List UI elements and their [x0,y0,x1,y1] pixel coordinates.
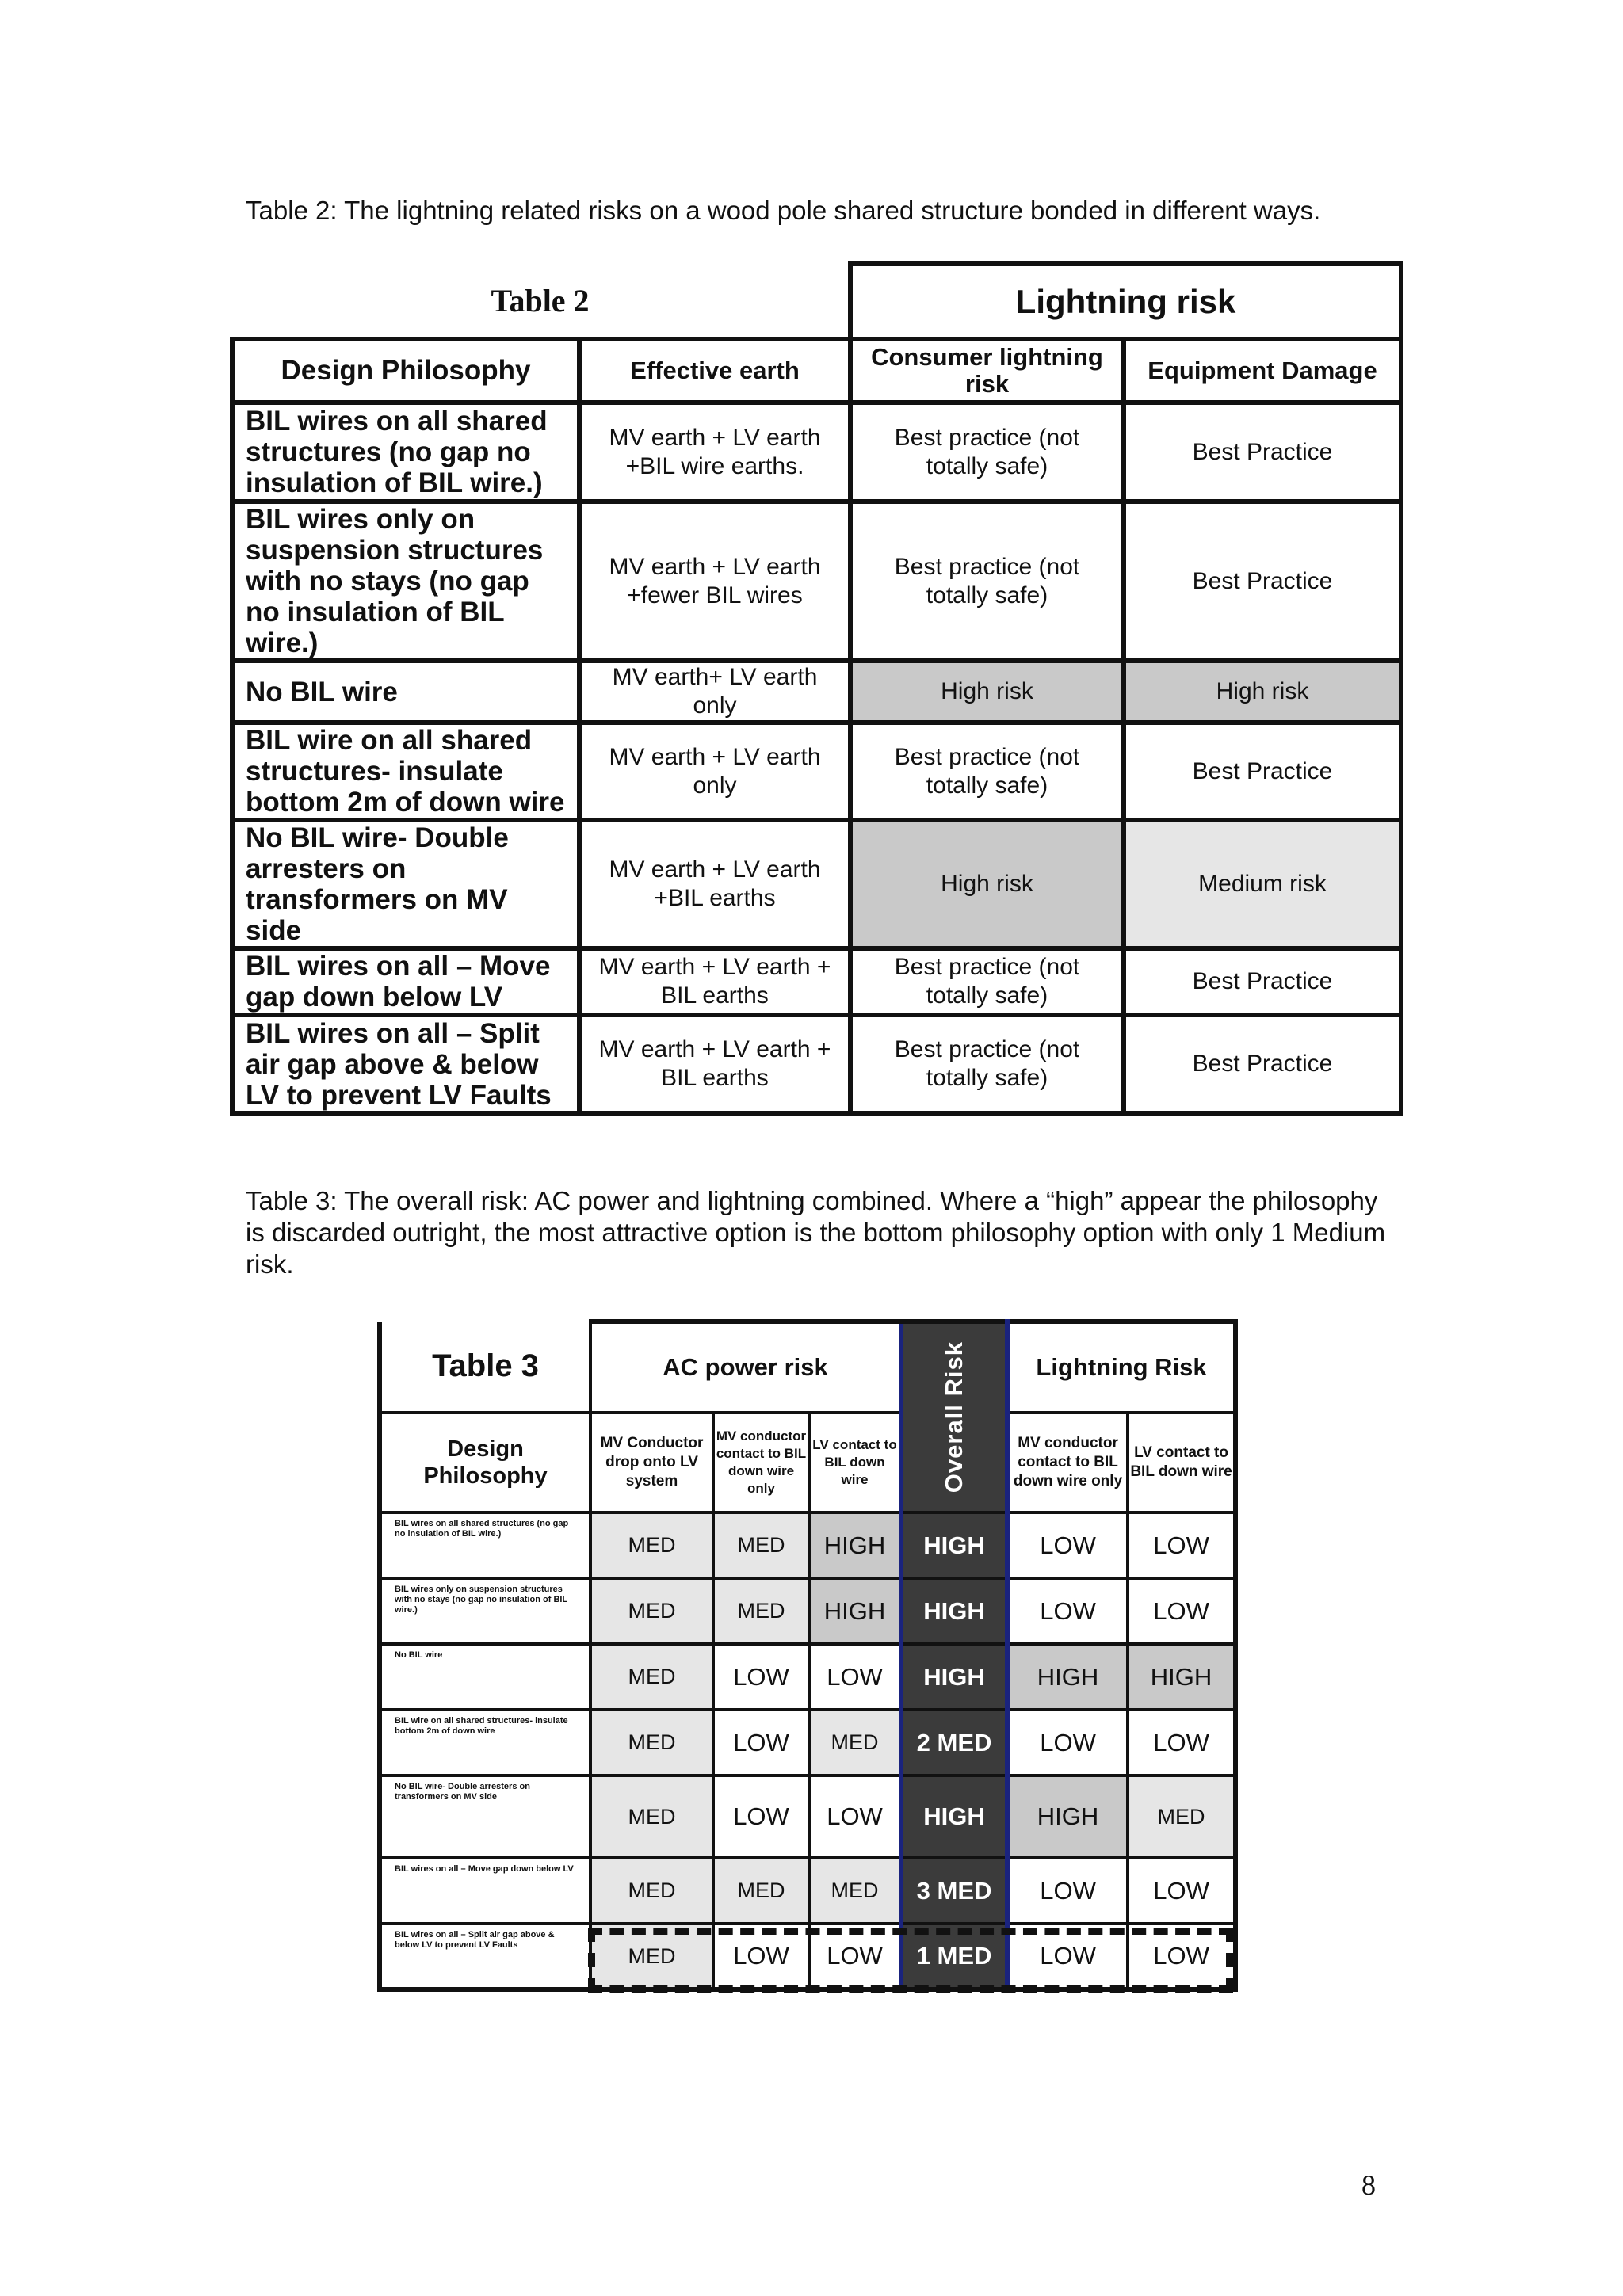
overall-risk-header: Overall Risk [901,1322,1007,1512]
design-philosophy-cell: No BIL wire [380,1644,590,1710]
lightning-lv-contact-cell: LOW [1128,1710,1235,1775]
lightning-mv-contact-cell: LOW [1007,1512,1128,1578]
lightning-lv-contact-cell: LOW [1128,1858,1235,1924]
lightning-lv-contact-cell: MED [1128,1775,1235,1858]
lightning-mv-contact-cell: HIGH [1007,1644,1128,1710]
table2 [230,261,1403,1116]
equipment-damage-header: Equipment Damage [1124,339,1401,402]
consumer-lightning-risk-header: Consumer lightning risk [850,339,1124,402]
ac-power-risk-header: AC power risk [590,1322,901,1413]
overall-risk-cell: 3 MED [901,1858,1007,1924]
table3-caption: Table 3: The overall risk: AC power and lightning combined. Where a “high” appear the philosophy is discarded outright, the most attractive option is the bottom philosophy option with only 1 Medium risk. [246,1186,1386,1279]
effective-earth-cell: MV earth + LV earth only [579,723,850,820]
table2-row [232,948,1401,1015]
lightning-mv-contact-cell: LOW [1007,1710,1128,1775]
design-philosophy-cell: No BIL wire- Double arresters on transformers on MV side [380,1775,590,1858]
equipment-damage-cell: Best Practice [1124,723,1401,820]
mv-conductor-contact-cell: LOW [713,1924,809,1989]
lightning-mv-contact-cell: LOW [1007,1858,1128,1924]
table3-row [380,1578,1235,1644]
design-philosophy-cell: BIL wires on all – Move gap down below LV [380,1858,590,1924]
table2-row [232,723,1401,820]
table2-row [232,1015,1401,1113]
consumer-risk-cell: Best practice (not totally safe) [850,723,1124,820]
design-philosophy-cell: BIL wire on all shared structures- insulate bottom 2m of down wire [232,723,579,820]
lv-contact-cell: LOW [809,1924,901,1989]
table3-title: Table 3 [380,1322,590,1413]
design-philosophy-header: Design Philosophy [232,339,579,402]
design-philosophy-cell: BIL wires on all – Move gap down below LV [232,948,579,1015]
table3-row [380,1644,1235,1710]
mv-conductor-contact-cell: LOW [713,1775,809,1858]
overall-risk-cell: 2 MED [901,1710,1007,1775]
lightning-lv-contact-cell: LOW [1128,1512,1235,1578]
mv-conductor-contact-cell: MED [713,1858,809,1924]
effective-earth-cell: MV earth + LV earth +fewer BIL wires [579,502,850,661]
lv-contact-header: LV contact to BIL down wire [809,1413,901,1512]
table2-caption: Table 2: The lightning related risks on a wood pole shared structure bonded in different ways. [246,196,1321,225]
lightning-risk-header: Lightning risk [850,264,1401,339]
design-philosophy-cell: BIL wires on all – Split air gap above & below LV to prevent LV Faults [232,1015,579,1113]
table2-row [232,402,1401,502]
mv-conductor-drop-cell: MED [590,1924,713,1989]
lightning-lv-contact-cell: LOW [1128,1578,1235,1644]
design-philosophy-cell: BIL wire on all shared structures- insulate bottom 2m of down wire [380,1710,590,1775]
design-philosophy-header: Design Philosophy [380,1413,590,1512]
overall-risk-cell: HIGH [901,1512,1007,1578]
consumer-risk-cell: Best practice (not totally safe) [850,948,1124,1015]
equipment-damage-cell: Best Practice [1124,1015,1401,1113]
lv-contact-cell: MED [809,1858,901,1924]
lightning-mv-contact-cell: LOW [1007,1578,1128,1644]
lv-contact-cell: LOW [809,1775,901,1858]
effective-earth-cell: MV earth + LV earth + BIL earths [579,1015,850,1113]
consumer-risk-cell: Best practice (not totally safe) [850,402,1124,502]
lightning-mv-conductor-contact-header: MV conductor contact to BIL down wire only [1007,1413,1128,1512]
overall-risk-cell: 1 MED [901,1924,1007,1989]
lv-contact-cell: MED [809,1710,901,1775]
design-philosophy-cell: BIL wires on all – Split air gap above & below LV to prevent LV Faults [380,1924,590,1989]
table2-row [232,502,1401,661]
mv-conductor-drop-cell: MED [590,1578,713,1644]
effective-earth-cell: MV earth+ LV earth only [579,661,850,723]
design-philosophy-cell: No BIL wire- Double arresters on transformers on MV side [232,820,579,948]
mv-conductor-drop-header: MV Conductor drop onto LV system [590,1413,713,1512]
table3-row [380,1775,1235,1858]
overall-risk-cell: HIGH [901,1775,1007,1858]
page-number: 8 [1361,2169,1376,2201]
lightning-mv-contact-cell: LOW [1007,1924,1128,1989]
table2-row [232,661,1401,723]
mv-conductor-contact-header: MV conductor contact to BIL down wire only [713,1413,809,1512]
effective-earth-cell: MV earth + LV earth +BIL wire earths. [579,402,850,502]
mv-conductor-contact-cell: LOW [713,1644,809,1710]
mv-conductor-drop-cell: MED [590,1644,713,1710]
table2-row [232,820,1401,948]
lightning-lv-contact-cell: LOW [1128,1924,1235,1989]
overall-risk-cell: HIGH [901,1578,1007,1644]
table3-row [380,1924,1235,1989]
lv-contact-cell: HIGH [809,1512,901,1578]
equipment-damage-cell: High risk [1124,661,1401,723]
design-philosophy-cell: BIL wires only on suspension structures with no stays (no gap no insulation of BIL wire.) [232,502,579,661]
lightning-lv-contact-cell: HIGH [1128,1644,1235,1710]
overall-risk-cell: HIGH [901,1644,1007,1710]
equipment-damage-cell: Best Practice [1124,948,1401,1015]
effective-earth-cell: MV earth + LV earth + BIL earths [579,948,850,1015]
design-philosophy-cell: BIL wires on all shared structures (no gap no insulation of BIL wire.) [380,1512,590,1578]
lightning-risk-group-header: Lightning Risk [1007,1322,1235,1413]
consumer-risk-cell: Best practice (not totally safe) [850,1015,1124,1113]
effective-earth-header: Effective earth [579,339,850,402]
effective-earth-cell: MV earth + LV earth +BIL earths [579,820,850,948]
lightning-lv-contact-header: LV contact to BIL down wire [1128,1413,1235,1512]
table2-title: Table 2 [491,282,590,318]
mv-conductor-contact-cell: MED [713,1578,809,1644]
consumer-risk-cell: High risk [850,661,1124,723]
lv-contact-cell: LOW [809,1644,901,1710]
table3-row [380,1512,1235,1578]
mv-conductor-contact-cell: LOW [713,1710,809,1775]
consumer-risk-cell: High risk [850,820,1124,948]
lightning-mv-contact-cell: HIGH [1007,1775,1128,1858]
design-philosophy-cell: BIL wires on all shared structures (no gap no insulation of BIL wire.) [232,402,579,502]
design-philosophy-cell: BIL wires only on suspension structures with no stays (no gap no insulation of BIL wire.) [380,1578,590,1644]
mv-conductor-contact-cell: MED [713,1512,809,1578]
consumer-risk-cell: Best practice (not totally safe) [850,502,1124,661]
equipment-damage-cell: Best Practice [1124,502,1401,661]
table3-row [380,1710,1235,1775]
equipment-damage-cell: Medium risk [1124,820,1401,948]
table3 [377,1319,1238,1992]
lv-contact-cell: HIGH [809,1578,901,1644]
mv-conductor-drop-cell: MED [590,1858,713,1924]
table3-row [380,1858,1235,1924]
equipment-damage-cell: Best Practice [1124,402,1401,502]
mv-conductor-drop-cell: MED [590,1512,713,1578]
mv-conductor-drop-cell: MED [590,1775,713,1858]
mv-conductor-drop-cell: MED [590,1710,713,1775]
design-philosophy-cell: No BIL wire [232,661,579,723]
